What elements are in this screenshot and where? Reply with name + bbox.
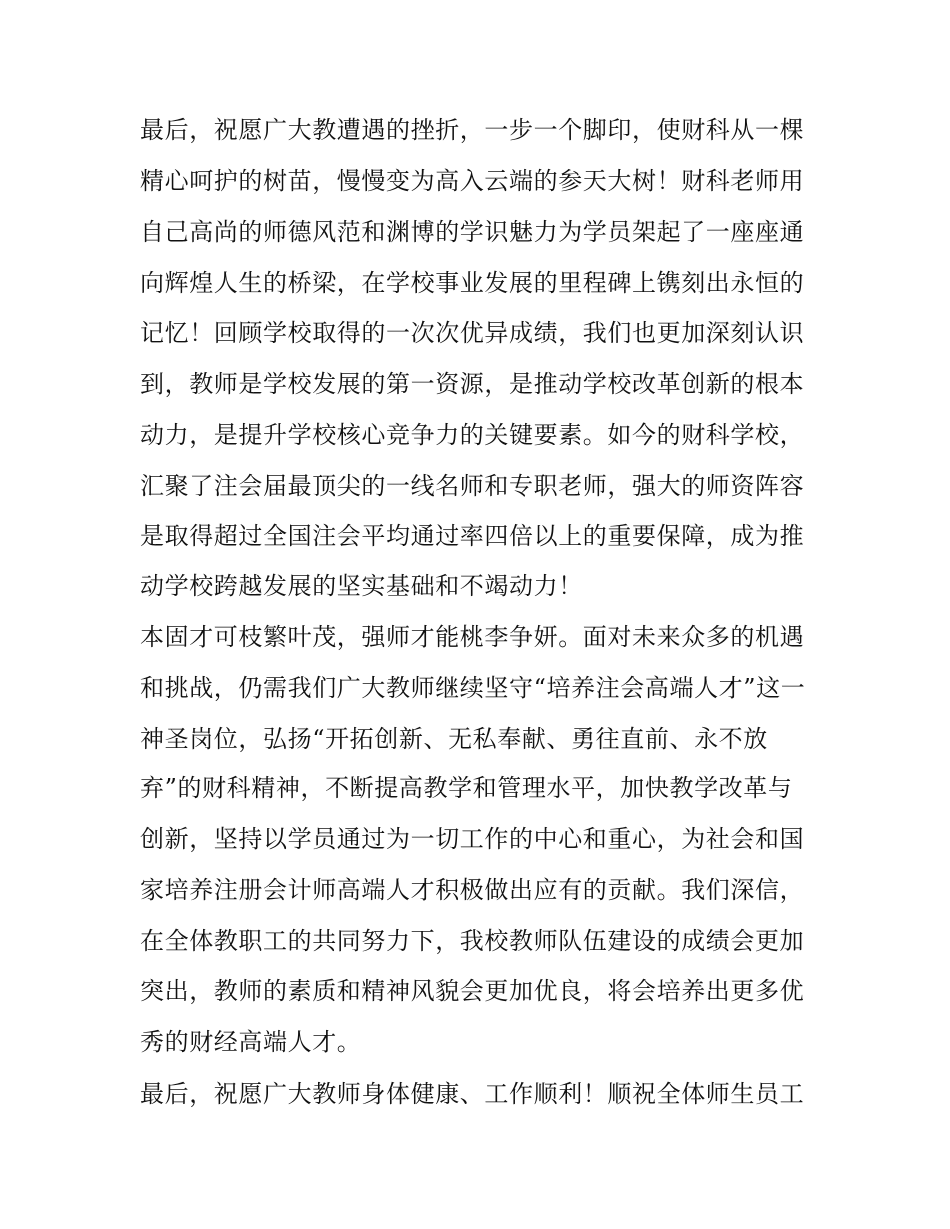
text-line: 是取得超过全国注会平均通过率四倍以上的重要保障，成为推 [140, 522, 805, 550]
text-line: 在全体教职工的共同努力下，我校教师队伍建设的成绩会更加 [140, 927, 805, 955]
text-line: 动学校跨越发展的坚实基础和不竭动力！ [140, 572, 583, 600]
text-line: 突出，教师的素质和精神风貌会更加优良，将会培养出更多优 [140, 977, 805, 1005]
text-line: 动力，是提升学校核心竞争力的关键要素。如今的财科学校， [140, 421, 805, 449]
text-line: 向辉煌人生的桥梁，在学校事业发展的里程碑上镌刻出永恒的 [140, 269, 805, 297]
text-line: 创新，坚持以学员通过为一切工作的中心和重心，为社会和国 [140, 825, 805, 853]
text-line: 秀的财经高端人才。 [140, 1028, 362, 1056]
text-line: 和挑战，仍需我们广大教师继续坚守“培养注会高端人才”这一 [140, 674, 806, 702]
text-line: 记忆！回顾学校取得的一次次优异成绩，我们也更加深刻认识 [140, 319, 805, 347]
text-line: 到，教师是学校发展的第一资源，是推动学校改革创新的根本 [140, 370, 805, 398]
text-line: 弃”的财科精神，不断提高教学和管理水平，加快教学改革与 [140, 774, 793, 802]
text-line: 精心呵护的树苗，慢慢变为高入云端的参天大树！财科老师用 [140, 167, 805, 195]
text-line: 自己高尚的师德风范和渊博的学识魅力为学员架起了一座座通 [140, 218, 805, 246]
text-line: 家培养注册会计师高端人才积极做出应有的贡献。我们深信， [140, 876, 805, 904]
text-line: 最后，祝愿广大教师身体健康、工作顺利！顺祝全体师生员工 [140, 1080, 805, 1108]
text-line: 神圣岗位，弘扬“开拓创新、无私奉献、勇往直前、永不放 [140, 725, 768, 753]
text-line: 最后，祝愿广大教遭遇的挫折，一步一个脚印，使财科从一棵 [140, 116, 805, 144]
text-line: 本固才可枝繁叶茂，强师才能桃李争妍。面对未来众多的机遇 [140, 623, 805, 651]
text-line: 汇聚了注会届最顶尖的一线名师和专职老师，强大的师资阵容 [140, 472, 805, 500]
